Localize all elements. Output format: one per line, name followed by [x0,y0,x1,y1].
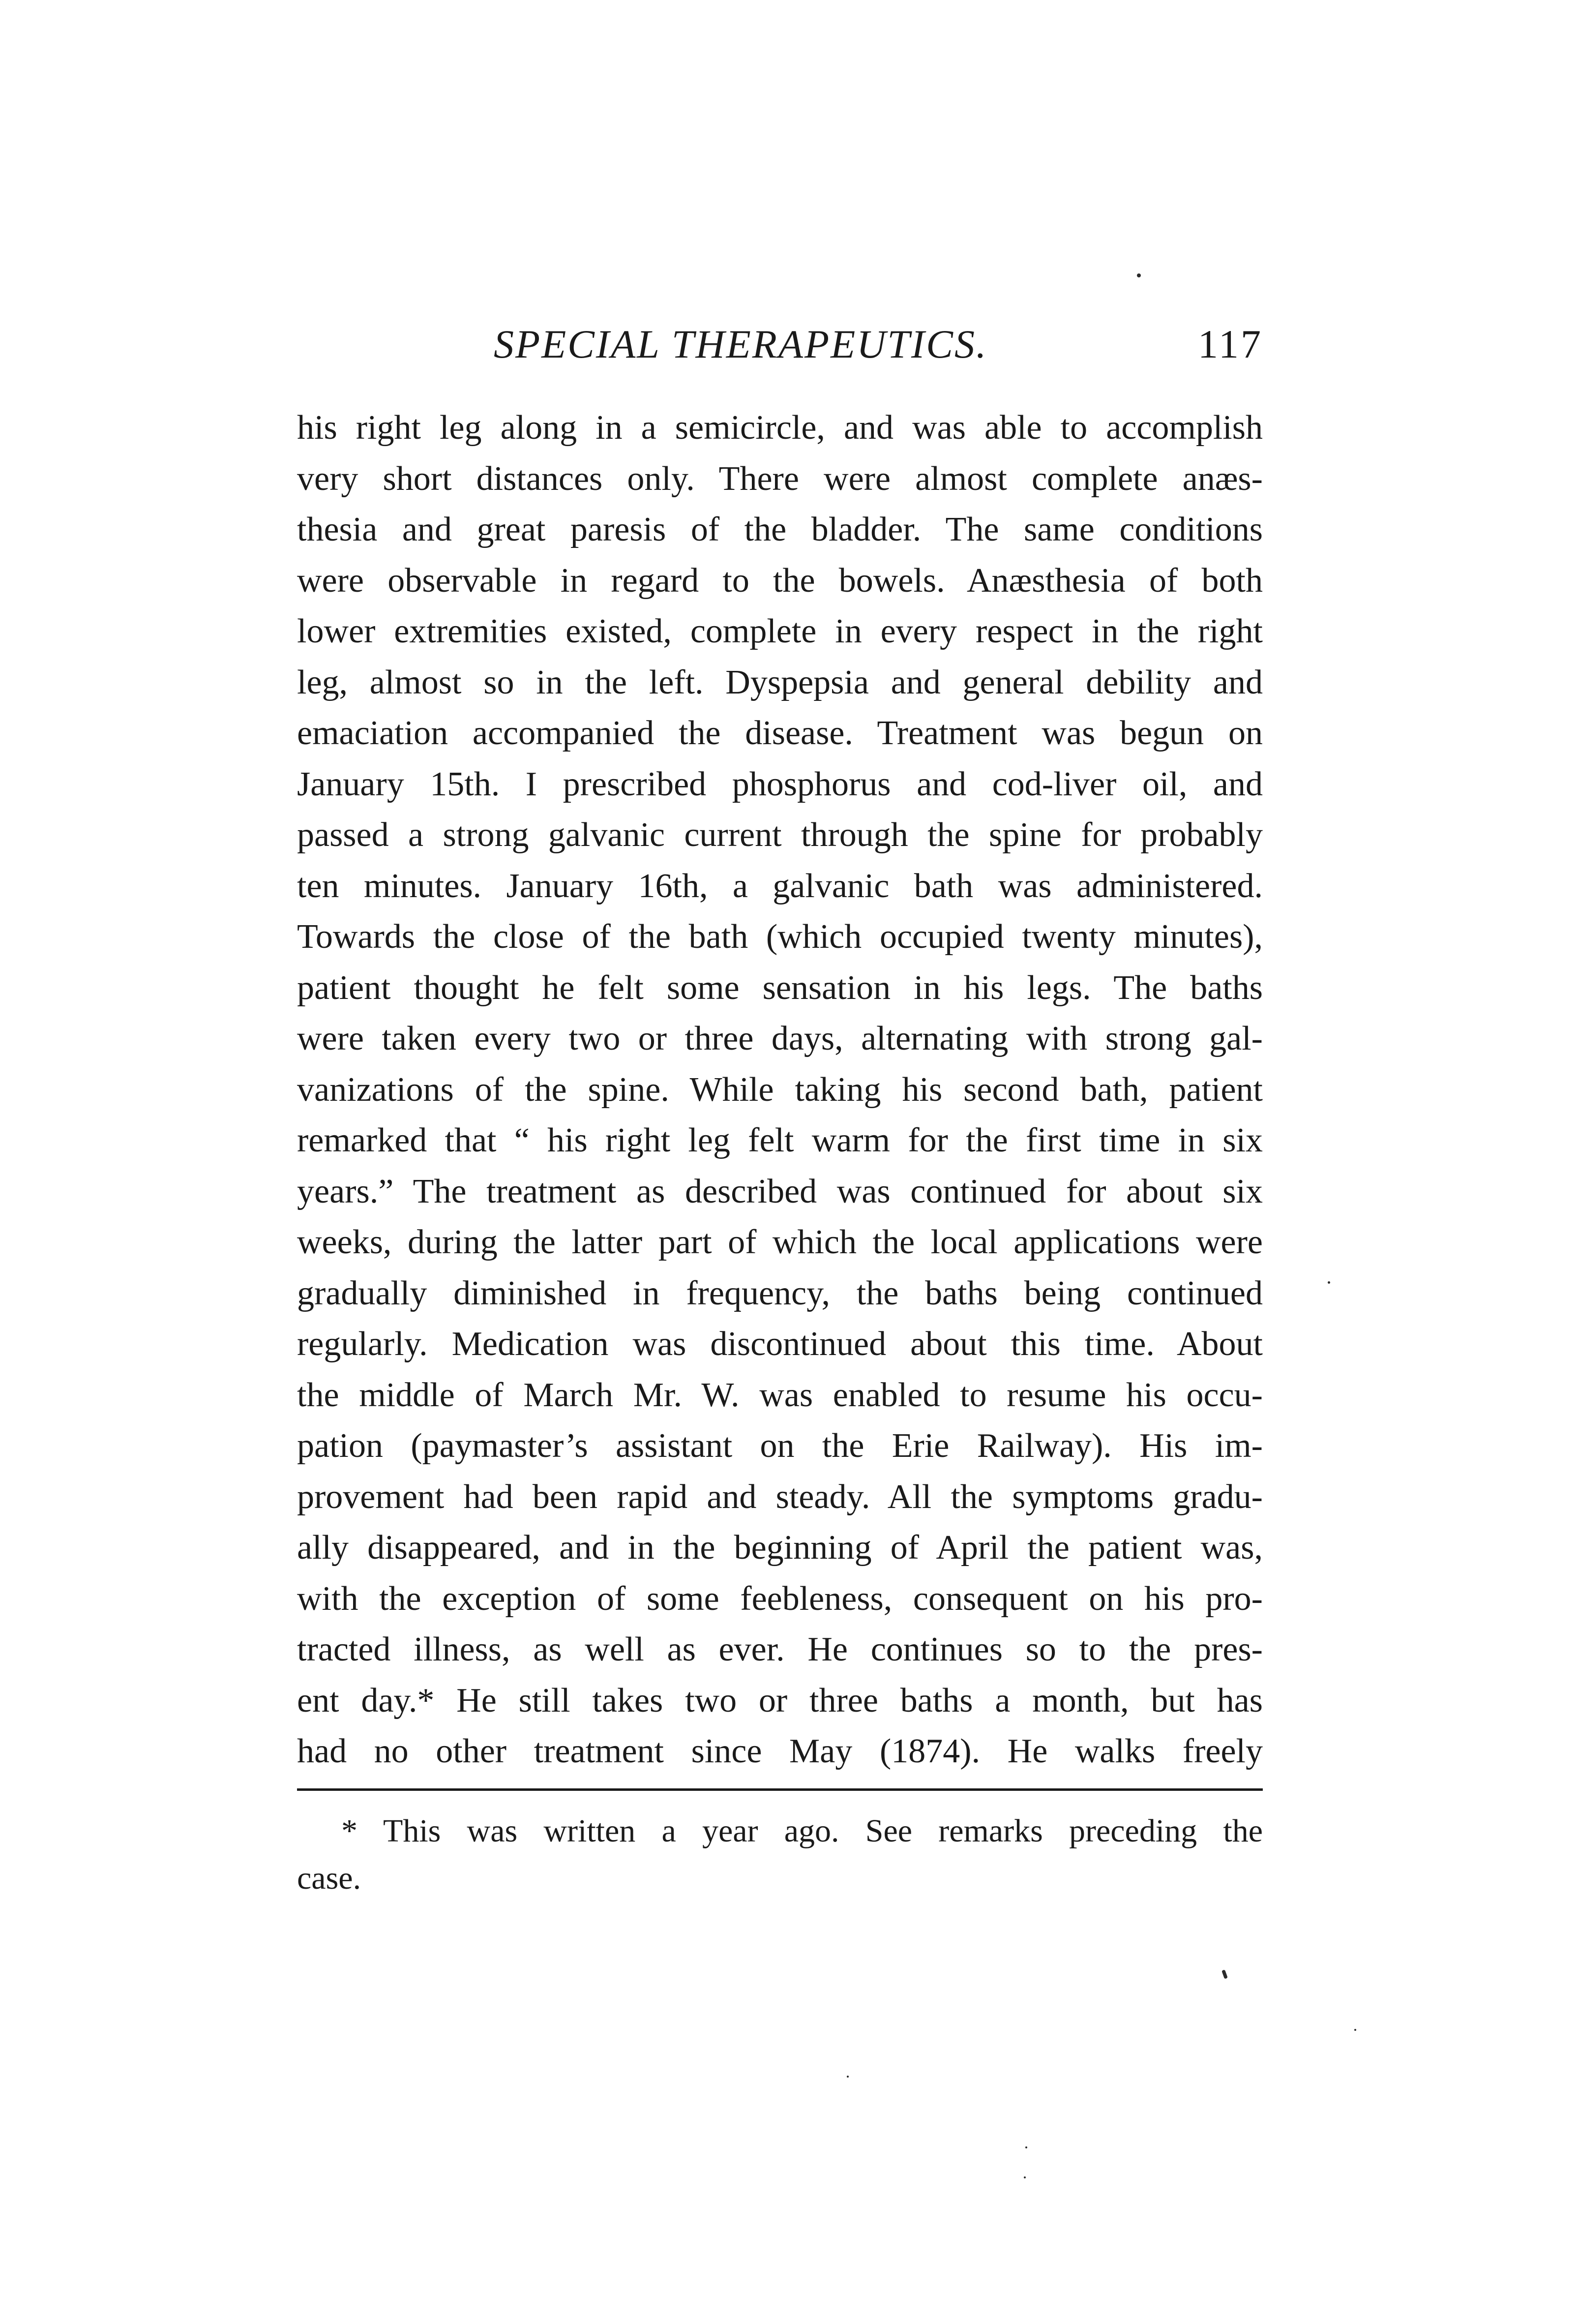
text-line: pation (paymaster’s assistant on the Erie Railway). His im- [297,1427,1263,1465]
text-line: lower extremities existed, complete in every respect in the right [297,612,1263,650]
text-line: had no other treatment since May (1874). He walks freely [297,1732,1263,1770]
text-line: were observable in regard to the bowels. Anæsthesia of both [297,561,1263,600]
scan-speck [1221,1969,1228,1979]
footnote-rule [297,1788,1263,1791]
text-line: provement had been rapid and steady. All the symptoms gradu- [297,1478,1263,1516]
text-line: very short distances only. There were almost complete anæs- [297,459,1263,498]
scan-speck [1137,273,1141,277]
footnote-line: * This was written a year ago. See remarks preceding the [341,1813,1263,1849]
text-line: thesia and great paresis of the bladder. The same conditions [297,511,1263,548]
text-line: gradually diminished in frequency, the baths being continued [297,1274,1263,1312]
scan-speck [847,2076,849,2078]
text-line: the middle of March Mr. W. was enabled to resume his occu- [297,1376,1263,1414]
text-line: remarked that “ his right leg felt warm for the first time in six [297,1121,1263,1159]
text-line: ent day.* He still takes two or three baths a month, but has [297,1681,1263,1720]
text-line: vanizations of the spine. While taking his second bath, patient [297,1070,1263,1109]
text-line: regularly. Medication was discontinued about this time. About [297,1325,1263,1363]
scan-speck [1025,2146,1027,2148]
text-line: with the exception of some feebleness, consequent on his pro- [297,1579,1263,1618]
body-text [297,402,1263,1777]
footnote-line: case. [297,1860,361,1896]
text-line: ally disappeared, and in the beginning of April the patient was, [297,1529,1263,1567]
text-line: patient thought he felt some sensation in his legs. The baths [297,968,1263,1007]
page-number: 117 [1198,322,1263,366]
text-line: passed a strong galvanic current through the spine for probably [297,816,1263,854]
text-line: Towards the close of the bath (which occupied twenty minutes), [297,918,1263,956]
text-line: ten minutes. January 16th, a galvanic bath was administered. [297,867,1263,905]
footnote [297,1808,1263,1902]
text-line: emaciation accompanied the disease. Treatment was begun on [297,714,1263,752]
text-line: his right leg along in a semicircle, and was able to accomplish [297,409,1263,447]
text-line: January 15th. I prescribed phosphorus and cod-liver oil, and [297,765,1263,803]
running-title: SPECIAL THERAPEUTICS. [494,322,988,366]
text-line: were taken every two or three days, alternating with strong gal- [297,1020,1263,1057]
scan-speck [1354,2029,1356,2031]
running-head [297,315,1263,374]
text-line: leg, almost so in the left. Dyspepsia and general debility and [297,663,1263,701]
text-line: years.” The treatment as described was continued for about six [297,1172,1263,1210]
scan-speck [1024,2176,1026,2178]
text-line: tracted illness, as well as ever. He continues so to the pres- [297,1630,1263,1668]
scan-speck [1328,1281,1330,1284]
text-line: weeks, during the latter part of which the local applications were [297,1223,1263,1261]
